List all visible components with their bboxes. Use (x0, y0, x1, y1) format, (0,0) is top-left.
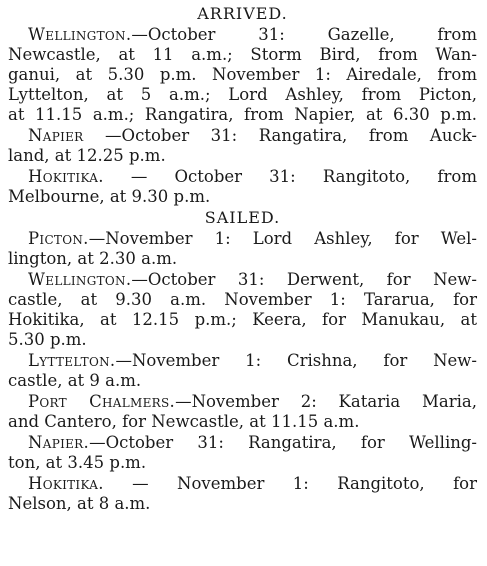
entry-text: —October 31: Rangatira, from Auck- (83, 126, 477, 145)
entry-line: castle, at 9 a.m. (8, 371, 142, 390)
place-name: Picton. (28, 229, 89, 248)
place-name: Hokitika. (28, 167, 104, 186)
entry-text: —October 31: Gazelle, from (131, 25, 477, 44)
entry-first-line (8, 392, 477, 412)
entry-line: ton, at 3.45 p.m. (8, 453, 147, 472)
place-name: Hokitika. (28, 474, 104, 493)
entry-first-line (8, 270, 477, 290)
entry-line: Lyttelton, at 5 a.m.; Lord Ashley, from Picton, (8, 85, 477, 104)
entry-line: Melbourne, at 9.30 p.m. (8, 187, 211, 206)
entry-text: — November 1: Rangitoto, for (103, 474, 477, 493)
entry-text: —November 1: Lord Ashley, for Wel- (88, 229, 477, 248)
entry-line: ganui, at 5.30 p.m. November 1: Airedale, from (8, 65, 477, 84)
place-name: Port Chalmers. (28, 392, 176, 411)
entry-first-line (8, 25, 477, 45)
entry-first-line (8, 351, 477, 371)
sailed-entry-wellington (8, 270, 477, 350)
sailed-entry-lyttelton (8, 351, 477, 391)
arrived-entry-wellington (8, 25, 477, 125)
arrived-heading: ARRIVED. (197, 4, 288, 23)
entry-line: castle, at 9.30 a.m. November 1: Tararua, for (8, 290, 477, 309)
place-name: Wellington. (28, 270, 132, 289)
entry-first-line (8, 167, 477, 187)
arrived-entry-napier (8, 126, 477, 166)
entry-line: and Cantero, for Newcastle, at 11.15 a.m. (8, 412, 360, 431)
entry-line: 5.30 p.m. (8, 330, 87, 349)
entry-line: at 11.15 a.m.; Rangatira, from Napier, at 6.30 p.m. (8, 105, 477, 124)
sailed-entry-picton (8, 229, 477, 269)
sailed-entry-port-chalmers (8, 392, 477, 432)
entry-first-line (8, 229, 477, 249)
entry-text: —November 1: Crishna, for New- (115, 351, 477, 370)
place-name: Wellington. (28, 25, 132, 44)
entry-line: Newcastle, at 11 a.m.; Storm Bird, from Wan- (8, 45, 477, 64)
entry-line: Nelson, at 8 a.m. (8, 494, 151, 513)
place-name: Napier. (28, 433, 90, 452)
entry-first-line (8, 126, 477, 146)
entry-text: —October 31: Derwent, for New- (131, 270, 477, 289)
entry-first-line (8, 433, 477, 453)
sailed-entry-hokitika (8, 474, 477, 514)
arrived-entry-hokitika (8, 167, 477, 207)
place-name: Lyttelton. (28, 351, 116, 370)
entry-text: —November 2: Kataria Maria, (175, 392, 477, 411)
entry-line: land, at 12.25 p.m. (8, 146, 166, 165)
entry-line: Hokitika, at 12.15 p.m.; Keera, for Manukau, at (8, 310, 477, 329)
entry-line: lington, at 2.30 a.m. (8, 249, 178, 268)
entry-first-line (8, 474, 477, 494)
entry-text: — October 31: Rangitoto, from (103, 167, 477, 186)
sailed-heading: SAILED. (204, 208, 281, 227)
entry-text: —October 31: Rangatira, for Welling- (89, 433, 477, 452)
place-name: Napier (28, 126, 84, 145)
sailed-entry-napier (8, 433, 477, 473)
